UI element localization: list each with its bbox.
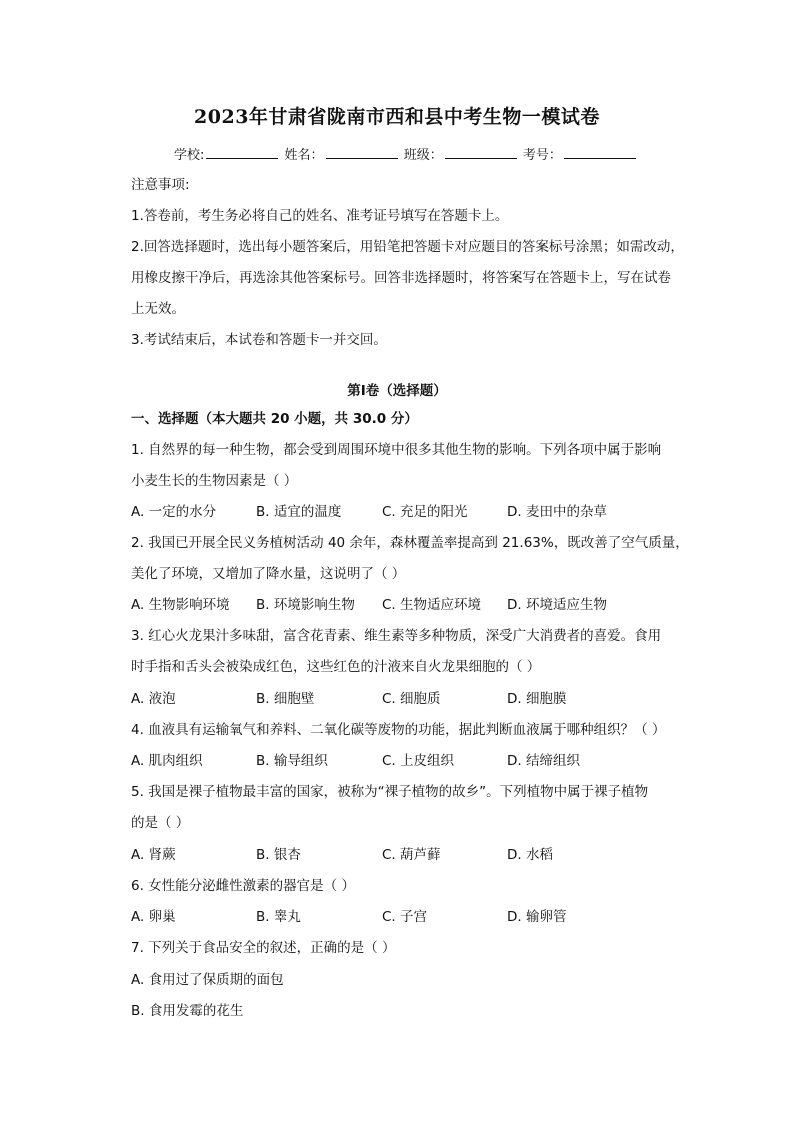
option-a[interactable]: A. 一定的水分 xyxy=(131,504,217,520)
question-stem: 小麦生长的生物因素是（ ） xyxy=(131,473,298,489)
option-a[interactable]: A. 液泡 xyxy=(131,691,176,707)
question-options xyxy=(131,908,671,926)
class-blank[interactable] xyxy=(445,146,517,159)
section-heading: 一、选择题（本大题共 20 小题，共 30.0 分） xyxy=(131,411,418,427)
question-options xyxy=(131,596,671,614)
option-c[interactable]: C. 葫芦藓 xyxy=(382,847,441,863)
option-d[interactable]: D. 细胞膜 xyxy=(507,691,567,707)
option-b[interactable]: B. 细胞壁 xyxy=(256,691,315,707)
question-options xyxy=(131,752,671,770)
notice-line: 用橡皮擦干净后，再选涂其他答案标号。回答非选择题时，将答案写在答题卡上，写在试卷 xyxy=(131,270,671,286)
question-stem: 6. 女性能分泌雌性激素的器官是（ ） xyxy=(131,878,355,894)
question-stem: 5. 我国是裸子植物最丰富的国家，被称为“裸子植物的故乡”。下列植物中属于裸子植物 xyxy=(131,784,649,800)
option-a[interactable]: A. 肌肉组织 xyxy=(131,753,203,769)
question-stem: 7. 下列关于食品安全的叙述，正确的是（ ） xyxy=(131,940,396,956)
option-b[interactable]: B. 环境影响生物 xyxy=(256,597,355,613)
class-label: 班级： xyxy=(403,148,443,163)
question-options xyxy=(131,846,671,864)
option-c[interactable]: C. 细胞质 xyxy=(382,691,441,707)
name-label: 姓名： xyxy=(284,148,324,163)
option-a[interactable]: A. 生物影响环境 xyxy=(131,597,230,613)
option-c[interactable]: C. 生物适应环境 xyxy=(382,597,482,613)
option-a[interactable]: A. 食用过了保质期的面包 xyxy=(131,972,284,988)
question-stem: 时手指和舌头会被染成红色，这些红色的汁液来自火龙果细胞的（ ） xyxy=(131,659,541,675)
option-a[interactable]: A. 卵巢 xyxy=(131,909,176,925)
question-stem: 1. 自然界的每一种生物，都会受到周围环境中很多其他生物的影响。下列各项中属于影响 xyxy=(131,442,662,458)
option-b[interactable]: B. 睾丸 xyxy=(256,909,301,925)
notice-line: 3.考试结束后，本试卷和答题卡一并交回。 xyxy=(131,332,387,348)
question-stem: 美化了环境，又增加了降水量，这说明了（ ） xyxy=(131,566,406,582)
exam-number-blank[interactable] xyxy=(564,146,636,159)
option-c[interactable]: C. 上皮组织 xyxy=(382,753,455,769)
question-options xyxy=(131,503,671,521)
exam-number-label: 考号： xyxy=(522,148,562,163)
option-b[interactable]: B. 适宜的温度 xyxy=(256,504,342,520)
option-c[interactable]: C. 子宫 xyxy=(382,909,428,925)
question-stem: 的是（ ） xyxy=(131,815,190,831)
option-a[interactable]: A. 肾蕨 xyxy=(131,847,176,863)
part-title: 第I卷（选择题） xyxy=(347,383,447,399)
school-label: 学校: xyxy=(174,148,205,163)
notice-heading: 注意事项: xyxy=(131,177,190,193)
option-b[interactable]: B. 银杏 xyxy=(256,847,301,863)
notice-line: 上无效。 xyxy=(131,301,185,317)
option-d[interactable]: D. 水稻 xyxy=(507,847,553,863)
option-d[interactable]: D. 环境适应生物 xyxy=(507,597,607,613)
question-stem: 2. 我国已开展全民义务植树活动 40 余年，森林覆盖率提高到 21.63%，既改善了空气质量， xyxy=(131,535,689,551)
question-stem: 3. 红心火龙果汁多味甜，富含花青素、维生素等多种物质，深受广大消费者的喜爱。食用 xyxy=(131,628,662,644)
option-d[interactable]: D. 结缔组织 xyxy=(507,753,580,769)
exam-title: 2023年甘肃省陇南市西和县中考生物一模试卷 xyxy=(194,106,600,128)
name-blank[interactable] xyxy=(326,146,398,159)
question-options xyxy=(131,690,671,708)
notice-line: 2.回答选择题时，选出每小题答案后，用铅笔把答题卡对应题目的答案标号涂黑；如需改动， xyxy=(131,239,684,255)
option-c[interactable]: C. 充足的阳光 xyxy=(382,504,468,520)
option-b[interactable]: B. 输导组织 xyxy=(256,753,328,769)
option-d[interactable]: D. 麦田中的杂草 xyxy=(507,504,607,520)
student-info-line xyxy=(174,144,638,163)
option-d[interactable]: D. 输卵管 xyxy=(507,909,567,925)
school-blank[interactable] xyxy=(206,146,278,159)
question-stem: 4. 血液具有运输氧气和养料、二氧化碳等废物的功能，据此判断血液属于哪种组织？（ ） xyxy=(131,722,666,738)
notice-line: 1.答卷前，考生务必将自己的姓名、准考证号填写在答题卡上。 xyxy=(131,208,509,224)
option-b[interactable]: B. 食用发霉的花生 xyxy=(131,1003,244,1019)
